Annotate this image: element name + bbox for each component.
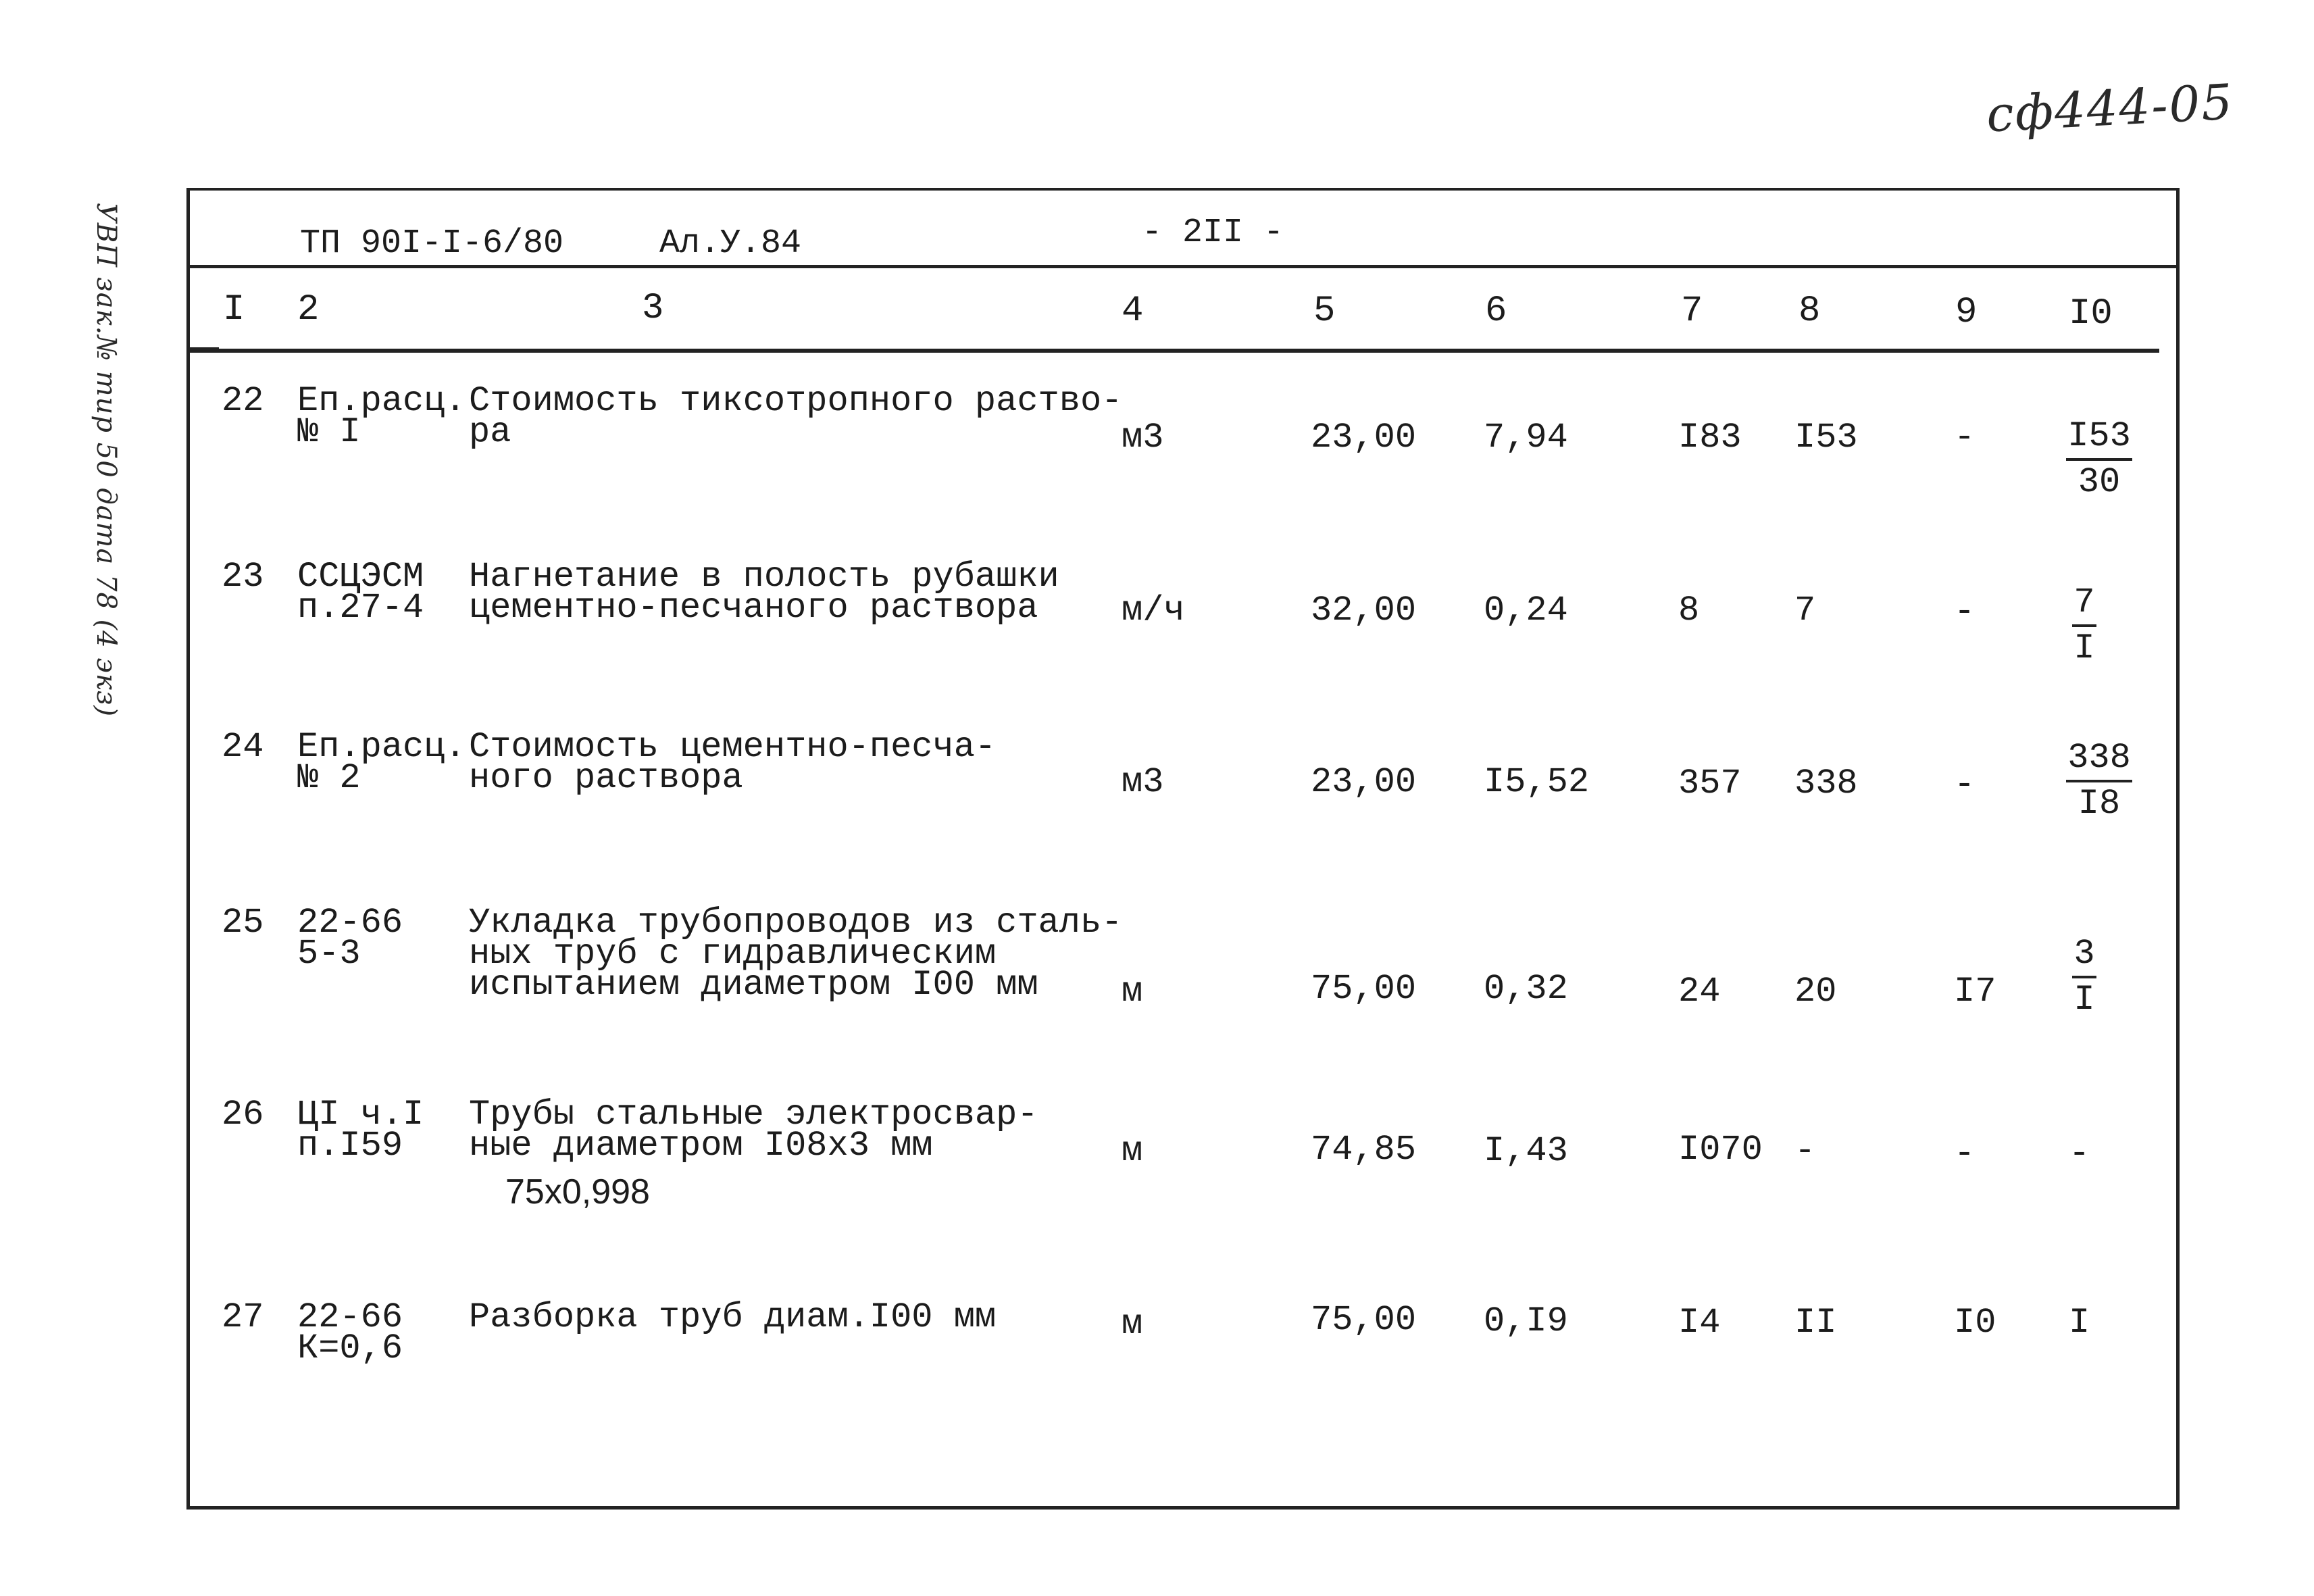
unit-price: 0,24 — [1484, 591, 1568, 630]
album-code: Ал.У.84 — [659, 224, 802, 263]
unit: м3 — [1122, 418, 1164, 457]
column-header-divider — [186, 349, 2159, 353]
work-description: ного раствора — [469, 758, 743, 798]
machines: - — [1954, 765, 1976, 805]
col-header-9: 9 — [1955, 292, 1978, 333]
machines: - — [1954, 592, 1976, 632]
rate-code: 22-66 — [297, 903, 403, 943]
rate-code: 5-3 — [297, 934, 361, 974]
quantity: 75,00 — [1311, 969, 1417, 1009]
col-header-4: 4 — [1122, 291, 1144, 332]
col-header-5: 5 — [1313, 291, 1336, 332]
work-description: Стоимость тиксотропного раство- — [469, 381, 1123, 421]
rate-code: Еп.расц. — [297, 727, 466, 767]
work-description: ных труб с гидравлическим — [469, 934, 997, 974]
rate-code: № I — [297, 412, 361, 452]
machines: I0 — [1954, 1303, 1996, 1343]
last-column-value: - — [2069, 1134, 2090, 1174]
fraction-numerator: I53 — [2066, 415, 2132, 461]
fraction-numerator: 7 — [2072, 581, 2096, 627]
wages: 7 — [1794, 591, 1816, 630]
column-header-tick — [186, 347, 219, 349]
header-divider — [186, 265, 2180, 268]
project-code: ТП 90I-I-6/80 — [300, 224, 564, 263]
fraction-denominator: I — [2073, 980, 2095, 1020]
col-header-10: I0 — [2069, 293, 2113, 334]
unit: м/ч — [1122, 591, 1185, 630]
fraction — [2047, 581, 2121, 670]
unit-price: I,43 — [1484, 1131, 1568, 1171]
wages: II — [1794, 1303, 1837, 1343]
unit: м — [1122, 972, 1143, 1012]
col-header-3: 3 — [642, 288, 664, 329]
wages: 338 — [1794, 764, 1858, 803]
col-header-6: 6 — [1485, 291, 1507, 332]
unit-price: 0,32 — [1484, 969, 1568, 1009]
work-description: Стоимость цементно-песча- — [469, 727, 997, 767]
row-number: 22 — [222, 381, 264, 421]
work-description: Разборка труб диам.I00 мм — [469, 1297, 997, 1337]
quantity: 74,85 — [1311, 1130, 1417, 1170]
last-column-value: I — [2069, 1303, 2090, 1343]
total-cost: 8 — [1678, 591, 1700, 630]
col-header-2: 2 — [297, 289, 320, 330]
fraction-denominator: I8 — [2078, 784, 2121, 824]
row-number: 24 — [222, 727, 264, 767]
rate-code: № 2 — [297, 758, 361, 798]
quantity: 75,00 — [1311, 1300, 1417, 1340]
fraction — [2062, 737, 2136, 826]
col-header-8: 8 — [1799, 291, 1821, 332]
machines: I7 — [1954, 972, 1996, 1012]
work-description: испытанием диаметром I00 мм — [469, 965, 1038, 1005]
wages: I53 — [1794, 418, 1858, 457]
unit: м3 — [1122, 762, 1164, 802]
wages: 20 — [1794, 972, 1837, 1012]
machines: - — [1954, 1134, 1976, 1174]
side-stamp: УВП зак.№ тир 50 дата 78 (4 экз) — [91, 203, 122, 718]
rate-code: ЦI ч.I — [297, 1095, 424, 1134]
work-description: ные диаметром I08х3 мм — [469, 1126, 933, 1166]
work-description: ра — [469, 412, 511, 452]
unit: м — [1122, 1304, 1143, 1344]
work-description: Укладка трубопроводов из сталь- — [469, 903, 1123, 943]
fraction-numerator: 338 — [2066, 737, 2132, 782]
rate-code: 22-66 — [297, 1297, 403, 1337]
total-cost: I070 — [1678, 1130, 1763, 1170]
fraction-denominator: I — [2073, 628, 2095, 668]
unit-price: 0,I9 — [1484, 1301, 1568, 1341]
handwritten-note: 75х0,998 — [505, 1172, 650, 1212]
quantity: 23,00 — [1311, 762, 1417, 802]
wages: - — [1794, 1131, 1816, 1171]
work-description: Трубы стальные электросвар- — [469, 1095, 1038, 1134]
document-code: сф444-05 — [1985, 73, 2236, 143]
unit-price: I5,52 — [1484, 762, 1590, 802]
total-cost: I4 — [1678, 1303, 1721, 1343]
rate-code: Еп.расц. — [297, 381, 466, 421]
rate-code: ССЦЭСМ — [297, 557, 424, 597]
work-description: Нагнетание в полость рубашки — [469, 557, 1059, 597]
row-number: 27 — [222, 1297, 264, 1337]
fraction-numerator: 3 — [2072, 932, 2096, 978]
total-cost: I83 — [1678, 418, 1742, 457]
quantity: 23,00 — [1311, 418, 1417, 457]
machines: - — [1954, 418, 1976, 457]
col-header-1: I — [223, 289, 245, 330]
unit: м — [1122, 1131, 1143, 1171]
fraction — [2062, 415, 2136, 504]
fraction-denominator: 30 — [2078, 462, 2121, 502]
unit-price: 7,94 — [1484, 418, 1568, 457]
fraction — [2047, 932, 2121, 1022]
page-number: - 2II - — [1142, 214, 1284, 252]
total-cost: 357 — [1678, 764, 1742, 803]
col-header-7: 7 — [1681, 291, 1703, 332]
quantity: 32,00 — [1311, 591, 1417, 630]
work-description: цементно-песчаного раствора — [469, 588, 1038, 628]
row-number: 25 — [222, 903, 264, 943]
rate-code: п.27-4 — [297, 588, 424, 628]
row-number: 26 — [222, 1095, 264, 1134]
row-number: 23 — [222, 557, 264, 597]
rate-code: п.I59 — [297, 1126, 403, 1166]
total-cost: 24 — [1678, 972, 1721, 1012]
rate-code: К=0,6 — [297, 1328, 403, 1368]
